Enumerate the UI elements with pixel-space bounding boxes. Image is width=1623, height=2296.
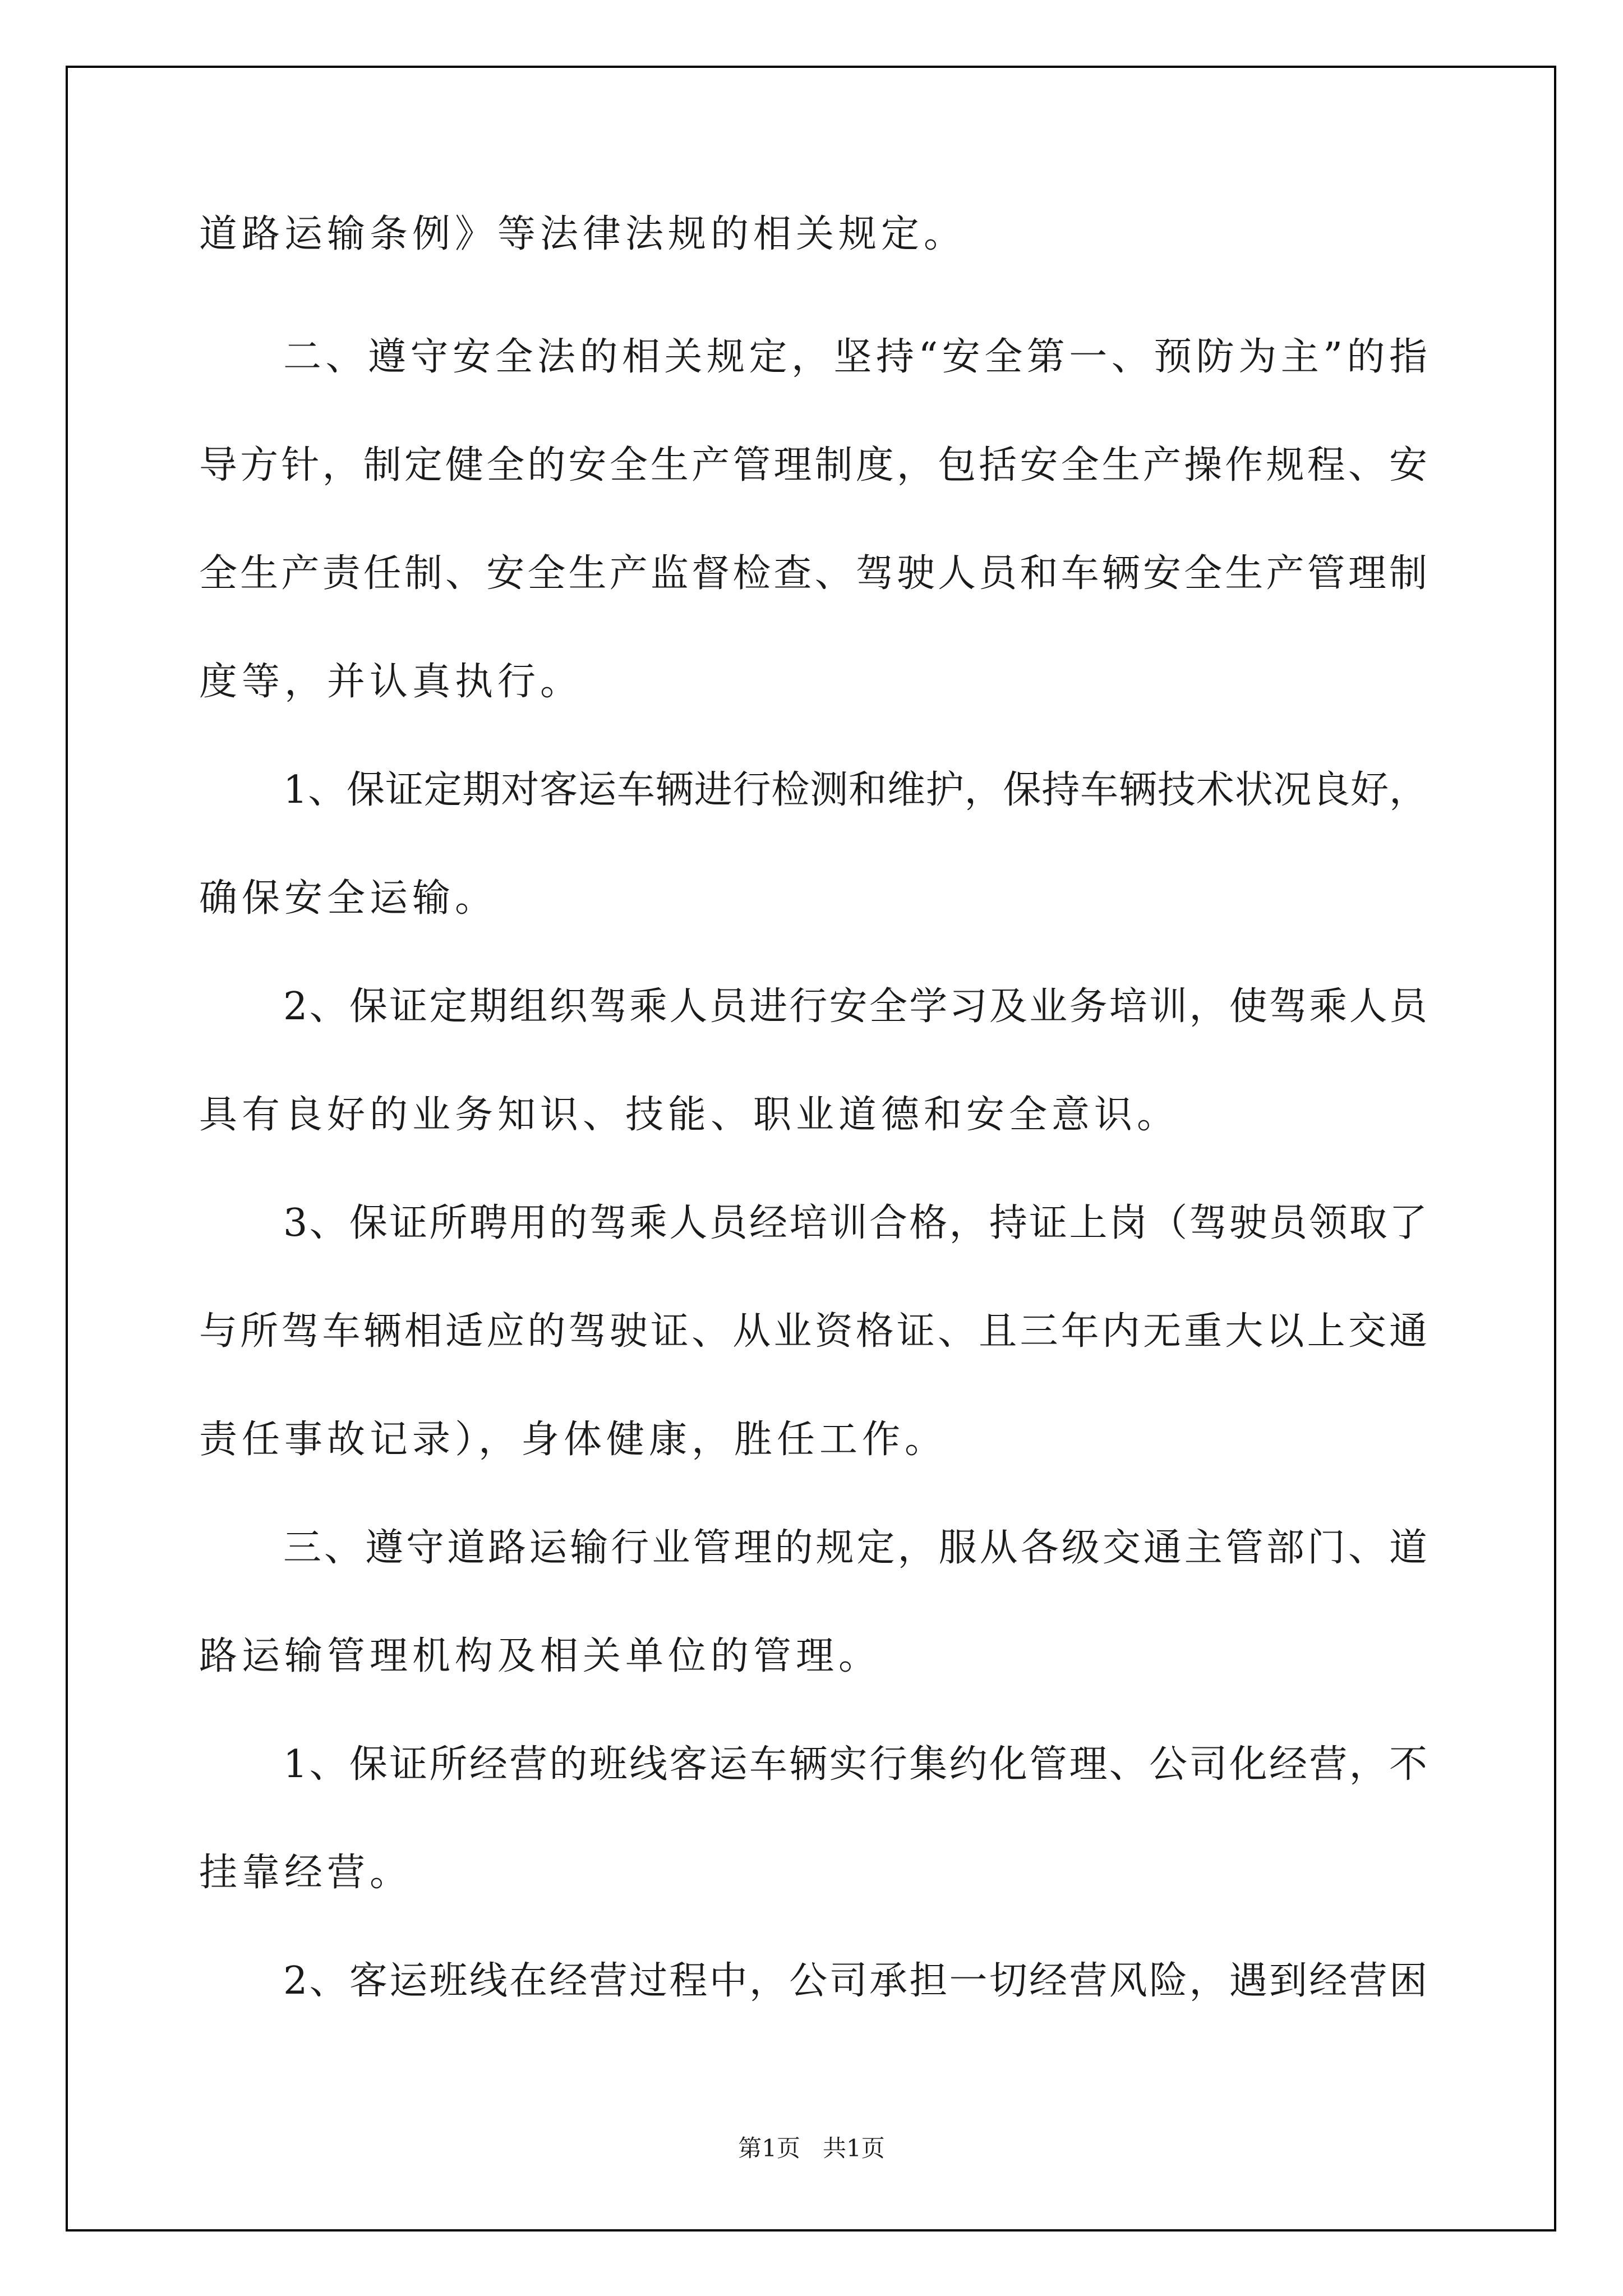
text-line: 确保安全运输。 bbox=[199, 876, 498, 921]
text-line: 具有良好的业务知识、技能、职业道德和安全意识。 bbox=[199, 1093, 1180, 1137]
text-line: 责任事故记录），身体健康，胜任工作。 bbox=[199, 1418, 948, 1462]
text-line: 2、保证定期组织驾乘人员进行安全学习及业务培训，使驾乘人员 bbox=[283, 984, 1427, 1029]
text-line: 1、保证所经营的班线客运车辆实行集约化管理、公司化经营，不 bbox=[283, 1742, 1427, 1787]
text-line: 全生产责任制、安全生产监督检查、驾驶人员和车辆安全生产管理制 bbox=[199, 551, 1427, 596]
text-line: 道路运输条例》等法律法规的相关规定。 bbox=[199, 212, 967, 256]
page-border bbox=[66, 66, 1556, 2231]
text-line: 三、遵守道路运输行业管理的规定，服从各级交通主管部门、道 bbox=[283, 1526, 1427, 1570]
page-footer bbox=[0, 2133, 1623, 2164]
text-line: 二、遵守安全法的相关规定，坚持“安全第一、预防为主”的指 bbox=[283, 335, 1427, 379]
text-line: 2、客运班线在经营过程中，公司承担一切经营风险，遇到经营困 bbox=[283, 1959, 1427, 2003]
text-line: 度等，并认真执行。 bbox=[199, 660, 583, 704]
text-line: 1、保证定期对客运车辆进行检测和维护，保持车辆技术状况良好， bbox=[283, 768, 1427, 812]
page-total: 共1页 bbox=[823, 2134, 885, 2162]
text-line: 3、保证所聘用的驾乘人员经培训合格，持证上岗（驾驶员领取了 bbox=[283, 1201, 1427, 1245]
text-line: 导方针，制定健全的安全生产管理制度，包括安全生产操作规程、安 bbox=[199, 443, 1427, 487]
text-line: 与所驾车辆相适应的驾驶证、从业资格证、且三年内无重大以上交通 bbox=[199, 1309, 1427, 1354]
page-number: 第1页 bbox=[738, 2134, 800, 2162]
text-line: 挂靠经营。 bbox=[199, 1851, 413, 1895]
text-line: 路运输管理机构及相关单位的管理。 bbox=[199, 1634, 882, 1678]
